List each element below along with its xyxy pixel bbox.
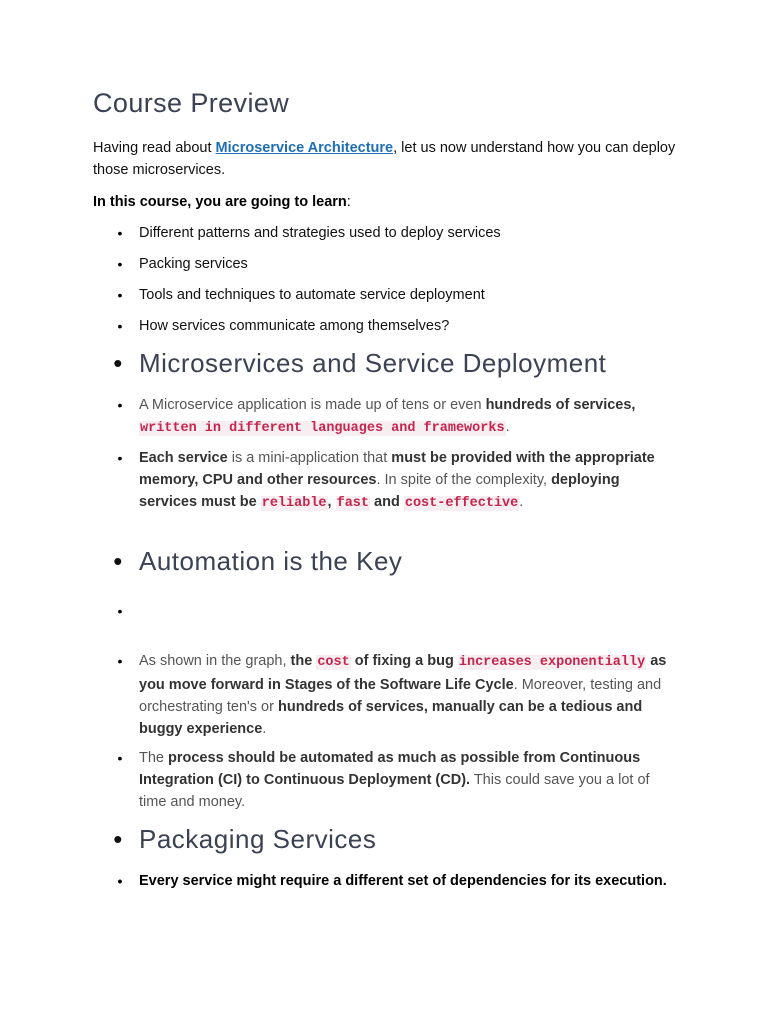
bold-text: ,: [327, 494, 336, 510]
section-heading-automation: [113, 544, 699, 578]
list-item-text: How services communicate among themselves?: [139, 318, 450, 334]
list-item: [117, 394, 679, 440]
bold-text: process should be automated as much as possible from Continuous Integration (CI) to Continuous Deployment (CD).: [139, 750, 641, 788]
list-item: [117, 284, 679, 306]
text: .: [505, 419, 510, 435]
list-item: [117, 650, 679, 740]
list-item-text: Packing services: [139, 256, 248, 272]
text: A Microservice application is made up of tens or even: [139, 397, 486, 413]
bold-text: as you move forward in Stages of the Software Life Cycle: [139, 653, 667, 693]
text: As shown in the graph,: [139, 653, 291, 669]
list-item: [117, 747, 679, 813]
section-heading-microservices: [113, 346, 699, 380]
text: . Moreover, testing and orchestrating ten's or: [139, 677, 662, 715]
inline-code: cost: [317, 655, 350, 670]
bullet-icon: •: [117, 397, 123, 413]
inline-code: increases exponentially: [458, 655, 646, 670]
bold-text: hundreds of services, manually can be a tedious and buggy experience: [139, 699, 643, 737]
intro-text-before: Having read about: [93, 140, 216, 156]
inline-code: written in different languages and frameworks: [140, 421, 505, 436]
inline-code: reliable: [261, 496, 327, 511]
text: . In spite of the complexity,: [376, 472, 552, 488]
section-heading-text: Microservices and Service Deployment: [139, 348, 607, 378]
inline-code: cost-effective: [404, 496, 519, 511]
learn-heading-colon: :: [346, 194, 351, 210]
bold-text: must be provided with the appropriate memory, CPU and other resources: [139, 450, 655, 488]
bullet-icon: •: [117, 225, 123, 241]
bold-text: deploying services must be: [139, 472, 620, 510]
bold-text: hundreds of services,: [485, 397, 636, 413]
bold-text: the: [290, 653, 317, 669]
microservice-architecture-link[interactable]: Microservice Architecture: [215, 140, 394, 156]
text: .: [262, 721, 267, 737]
list-item-text: Tools and techniques to automate service deployment: [139, 287, 485, 303]
section-heading-packaging: [113, 822, 699, 856]
bullet-icon: •: [117, 750, 123, 766]
learn-heading: [93, 191, 351, 213]
list-item: [117, 315, 679, 337]
text: is a mini-application that: [227, 450, 392, 466]
bold-text: of fixing a bug: [350, 653, 458, 669]
page-title: Course Preview: [93, 88, 290, 118]
list-item: [117, 447, 679, 515]
section-heading-text: Automation is the Key: [139, 546, 403, 576]
list-item-text: Every service might require a different set of dependencies for its execution.: [139, 873, 667, 889]
bullet-icon: •: [117, 603, 123, 619]
bullet-icon: •: [117, 653, 123, 669]
list-item-text: Different patterns and strategies used to deploy services: [139, 225, 501, 241]
inline-code: fast: [336, 496, 369, 511]
list-item: [117, 222, 679, 244]
intro-paragraph: [93, 137, 683, 181]
bullet-icon: •: [113, 348, 123, 378]
bold-text: Each service: [139, 450, 228, 466]
bullet-icon: •: [117, 287, 123, 303]
bullet-icon: •: [113, 546, 123, 576]
bullet-icon: •: [117, 256, 123, 272]
list-item: [117, 253, 679, 275]
bullet-icon: •: [113, 824, 123, 854]
text: The: [139, 750, 169, 766]
bullet-icon: •: [117, 450, 123, 466]
bullet-icon: •: [117, 318, 123, 334]
section-heading-text: Packaging Services: [139, 824, 377, 854]
learn-heading-bold: In this course, you are going to learn: [93, 194, 347, 210]
list-item: [117, 870, 679, 892]
bullet-icon: •: [117, 873, 123, 889]
bold-text: and: [370, 494, 404, 510]
text: This could save you a lot of time and money.: [139, 772, 650, 810]
text: .: [519, 494, 524, 510]
intro-text-after: , let us now understand how you can deploy those microservices.: [93, 140, 676, 178]
